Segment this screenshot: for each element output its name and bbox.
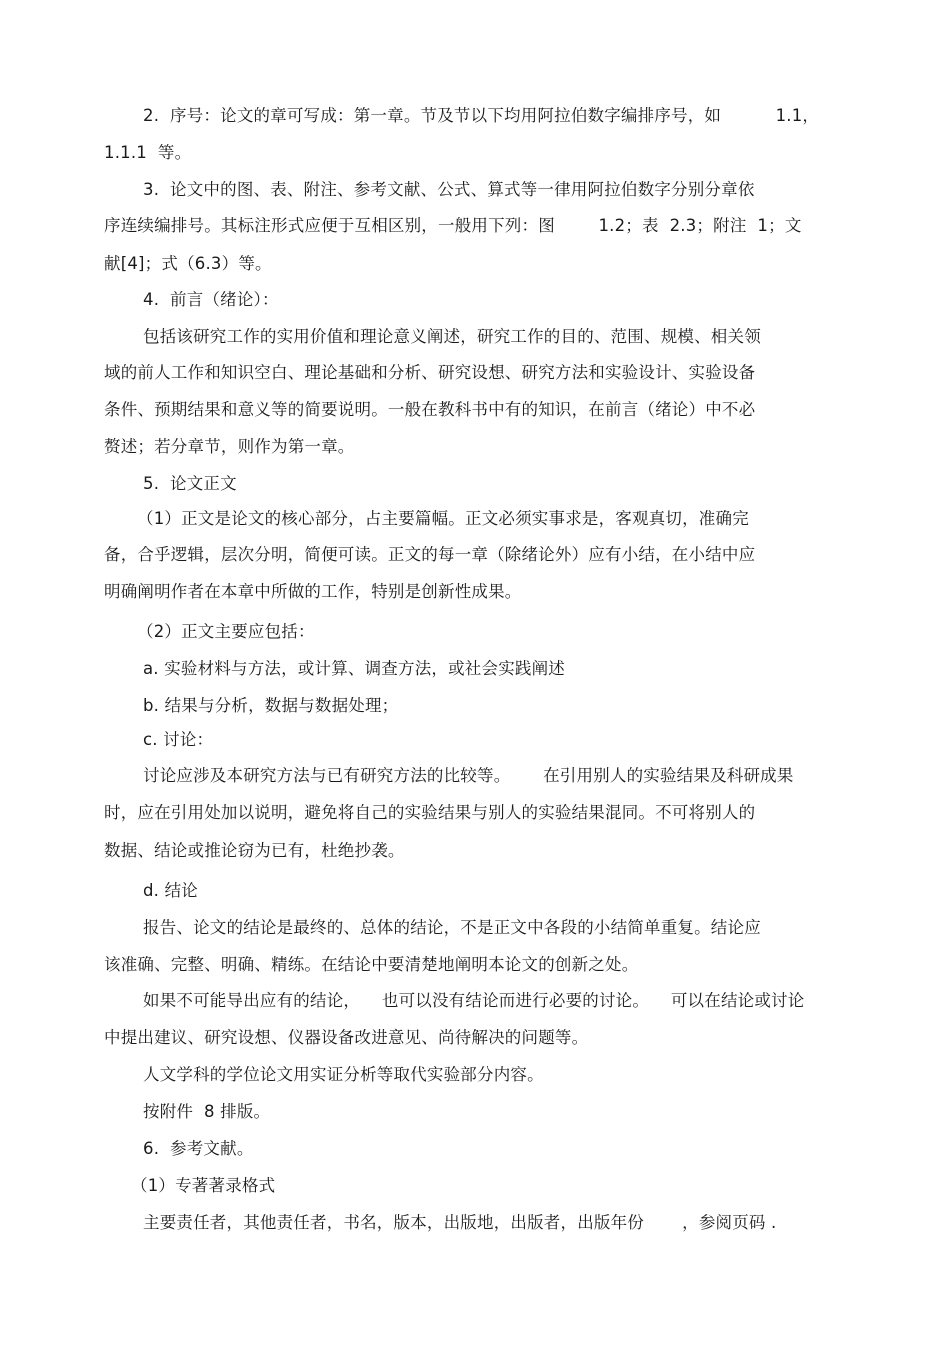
text-line: 献[4]；式（6.3）等。 xyxy=(104,254,272,273)
text-line: 按附件 8 排版。 xyxy=(143,1102,271,1121)
text-line: （2）正文主要应包括： xyxy=(137,622,315,641)
text-line: c. 讨论： xyxy=(143,730,214,749)
text-line: 数据、结论或推论窃为已有，杜绝抄袭。 xyxy=(104,841,405,860)
text-line: 备，合乎逻辑，层次分明，简便可读。正文的每一章（除绪论外）应有小结，在小结中应 xyxy=(104,545,756,564)
text-line: 报告、论文的结论是最终的、总体的结论，不是正文中各段的小结简单重复。结论应 xyxy=(143,918,761,937)
text-line: （1）正文是论文的核心部分，占主要篇幅。正文必须实事求是，客观真切，准确完 xyxy=(137,509,749,528)
text-line: d. 结论 xyxy=(143,881,198,900)
text-line: 主要责任者，其他责任者，书名，版本，出版地，出版者，出版年份 ，参阅页码 . xyxy=(143,1213,777,1232)
text-line: 5. 论文正文 xyxy=(143,474,237,493)
text-line: 4. 前言（绪论）： xyxy=(143,290,279,309)
text-line: 如果不可能导出应有的结论， 也可以没有结论而进行必要的讨论。 可以在结论或讨论 xyxy=(143,991,805,1010)
text-line: 3. 论文中的图、表、附注、参考文献、公式、算式等一律用阿拉伯数字分别分章依 xyxy=(143,180,755,199)
text-line: 赘述；若分章节，则作为第一章。 xyxy=(104,437,355,456)
text-line: 人文学科的学位论文用实证分析等取代实验部分内容。 xyxy=(143,1065,544,1084)
text-line: b. 结果与分析，数据与数据处理； xyxy=(143,696,399,715)
text-line: 讨论应涉及本研究方法与已有研究方法的比较等。 在引用别人的实验结果及科研成果 xyxy=(143,766,794,785)
text-line: 6. 参考文献。 xyxy=(143,1139,254,1158)
text-line: 时，应在引用处加以说明，避免将自己的实验结果与别人的实验结果混同。不可将别人的 xyxy=(104,803,756,822)
text-line: 2. 序号：论文的章可写成：第一章。节及节以下均用阿拉伯数字编排序号，如 1.1， xyxy=(143,106,820,125)
text-line: 明确阐明作者在本章中所做的工作，特别是创新性成果。 xyxy=(104,582,522,601)
text-line: 包括该研究工作的实用价值和理论意义阐述，研究工作的目的、范围、规模、相关领 xyxy=(143,327,761,346)
text-line: 1.1.1 等。 xyxy=(104,143,192,162)
text-line: 该准确、完整、明确、精练。在结论中要清楚地阐明本论文的创新之处。 xyxy=(104,955,639,974)
text-line: 序连续编排号。其标注形式应便于互相区别，一般用下列：图 1.2；表 2.3；附注 1；文 xyxy=(104,216,802,235)
text-line: 条件、预期结果和意义等的简要说明。一般在教科书中有的知识，在前言（绪论）中不必 xyxy=(104,400,756,419)
text-line: 中提出建议、研究设想、仪器设备改进意见、尚待解决的问题等。 xyxy=(104,1028,589,1047)
text-line: 域的前人工作和知识空白、理论基础和分析、研究设想、研究方法和实验设计、实验设备 xyxy=(104,363,756,382)
text-line: a. 实验材料与方法，或计算、调查方法，或社会实践阐述 xyxy=(143,659,566,678)
text-line: （1）专著著录格式 xyxy=(131,1176,276,1195)
